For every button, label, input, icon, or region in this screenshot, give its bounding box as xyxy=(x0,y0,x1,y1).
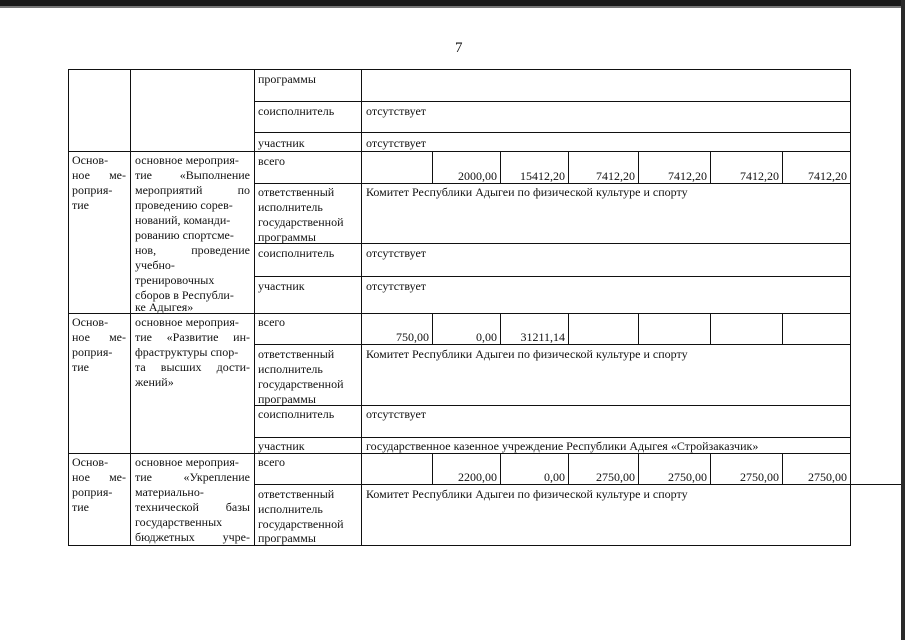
responsible-executor: Комитет Республики Адыгеи по физической культуре и спорту xyxy=(366,487,688,501)
co-executor-value: отсутствует xyxy=(366,246,427,260)
table-line xyxy=(254,132,851,133)
row-description-line: ке Адыгея» xyxy=(135,300,194,314)
role-label-responsible: ответственный xyxy=(258,185,335,199)
row-description-line: тие «Выполнение xyxy=(135,168,250,182)
table-line xyxy=(851,484,901,485)
role-label-responsible: программы xyxy=(258,392,316,406)
value-cell: 7412,20 xyxy=(668,169,707,183)
table-line xyxy=(254,405,851,406)
row-description-line: тие «Укрепление xyxy=(135,470,250,484)
row-description-line: основное мероприя- xyxy=(135,153,239,167)
role-label-responsible: исполнитель xyxy=(258,362,323,376)
value-cell: 15412,20 xyxy=(520,169,565,183)
table-line xyxy=(850,69,851,546)
participant-value: отсутствует xyxy=(366,279,427,293)
row-description-line: государственных xyxy=(135,515,223,529)
role-label-responsible: государственной xyxy=(258,377,344,391)
row-description-line: тренировочных xyxy=(135,273,215,287)
row-type-line: Основ- xyxy=(72,315,109,329)
participant-value: государственное казенное учреждение Республики Адыгея «Стройзаказчик» xyxy=(366,439,759,453)
role-label-responsible: ответственный xyxy=(258,487,335,501)
row-type-line: ное ме- xyxy=(72,470,126,484)
table-line xyxy=(68,69,69,546)
row-description-line: жений» xyxy=(135,375,174,389)
role-label-responsible: исполнитель xyxy=(258,200,323,214)
table-line xyxy=(254,437,851,438)
row-type-line: тие xyxy=(72,500,89,514)
row-description-line: нов, проведение xyxy=(135,243,250,257)
role-label-responsible: исполнитель xyxy=(258,502,323,516)
table-line xyxy=(254,69,255,546)
row-description-line: фраструктуры спор- xyxy=(135,345,239,359)
value-cell: 7412,20 xyxy=(740,169,779,183)
table-line xyxy=(710,313,711,345)
table-line xyxy=(254,484,851,485)
value-cell: 2000,00 xyxy=(458,169,497,183)
row-type-line: тие xyxy=(72,198,89,212)
row-description-line: основное мероприя- xyxy=(135,315,239,329)
table-line xyxy=(568,313,569,345)
row-type-line: Основ- xyxy=(72,455,109,469)
table-line xyxy=(782,313,783,345)
co-executor-value: отсутствует xyxy=(366,407,427,421)
role-label-participant: участник xyxy=(258,439,305,453)
table-line xyxy=(68,151,851,152)
value-cell: 0,00 xyxy=(476,330,497,344)
table-line xyxy=(254,276,851,277)
role-label-responsible: государственной xyxy=(258,517,344,531)
role-label-total: всего xyxy=(258,154,286,168)
row-type-line: тие xyxy=(72,360,89,374)
row-type-line: ное ме- xyxy=(72,168,126,182)
value-cell: 2750,00 xyxy=(596,470,635,484)
role-label-participant: участник xyxy=(258,279,305,293)
table-line xyxy=(361,69,362,546)
responsible-executor: Комитет Республики Адыгеи по физической культуре и спорту xyxy=(366,347,688,361)
responsible-executor: Комитет Республики Адыгеи по физической культуре и спорту xyxy=(366,185,688,199)
table-line xyxy=(254,183,851,184)
row-description-line: та высших дости- xyxy=(135,360,250,374)
table-line xyxy=(130,69,131,546)
row-description-line: основное мероприя- xyxy=(135,455,239,469)
co-executor-value: отсутствует xyxy=(366,104,427,118)
role-label-co-executor: соисполнитель xyxy=(258,104,335,118)
table-line xyxy=(68,69,851,70)
row-type-line: роприя- xyxy=(72,183,113,197)
row-type-line: ное ме- xyxy=(72,330,126,344)
row-description-line: тие «Развитие ин- xyxy=(135,330,250,344)
page-number: 7 xyxy=(455,40,463,56)
table-line xyxy=(68,545,851,546)
value-cell: 750,00 xyxy=(396,330,429,344)
table-line xyxy=(254,243,851,244)
row-description-line: мероприятий по xyxy=(135,183,250,197)
value-cell: 7412,20 xyxy=(808,169,847,183)
value-cell: 31211,14 xyxy=(520,330,565,344)
row-description-line: нований, команди- xyxy=(135,213,231,227)
role-label-co-executor: соисполнитель xyxy=(258,407,335,421)
row-description-line: сборов в Республи- xyxy=(135,288,234,302)
row-description-line: учебно- xyxy=(135,258,175,272)
role-label-responsible: программы xyxy=(258,531,316,545)
table-line xyxy=(254,101,851,102)
scan-right-edge xyxy=(901,0,905,640)
table-line xyxy=(638,313,639,345)
value-cell: 7412,20 xyxy=(596,169,635,183)
role-label-responsible: программы xyxy=(258,230,316,244)
row-description-line: технической базы xyxy=(135,500,250,514)
row-description-line: рованию спортсме- xyxy=(135,228,234,242)
value-cell: 2200,00 xyxy=(458,470,497,484)
role-label-co-executor: соисполнитель xyxy=(258,246,335,260)
role-label-responsible: государственной xyxy=(258,215,344,229)
value-cell: 2750,00 xyxy=(668,470,707,484)
row-description-line: проведению сорев- xyxy=(135,198,233,212)
role-label-total: всего xyxy=(258,455,286,469)
row-type-line: роприя- xyxy=(72,485,113,499)
value-cell: 2750,00 xyxy=(740,470,779,484)
row-type-line: роприя- xyxy=(72,345,113,359)
value-cell: 0,00 xyxy=(544,470,565,484)
role-label-responsible: ответственный xyxy=(258,347,335,361)
role-label-total: всего xyxy=(258,315,286,329)
table-line xyxy=(254,344,851,345)
role-label-participant: участник xyxy=(258,136,305,150)
row-type-line: Основ- xyxy=(72,153,109,167)
participant-value: отсутствует xyxy=(366,136,427,150)
row-description-line: бюджетных учре- xyxy=(135,530,250,544)
value-cell: 2750,00 xyxy=(808,470,847,484)
scan-top-edge-shadow xyxy=(0,6,905,8)
table-line xyxy=(68,453,851,454)
row-description-line: материально- xyxy=(135,485,204,499)
role-label-programs: программы xyxy=(258,72,316,86)
